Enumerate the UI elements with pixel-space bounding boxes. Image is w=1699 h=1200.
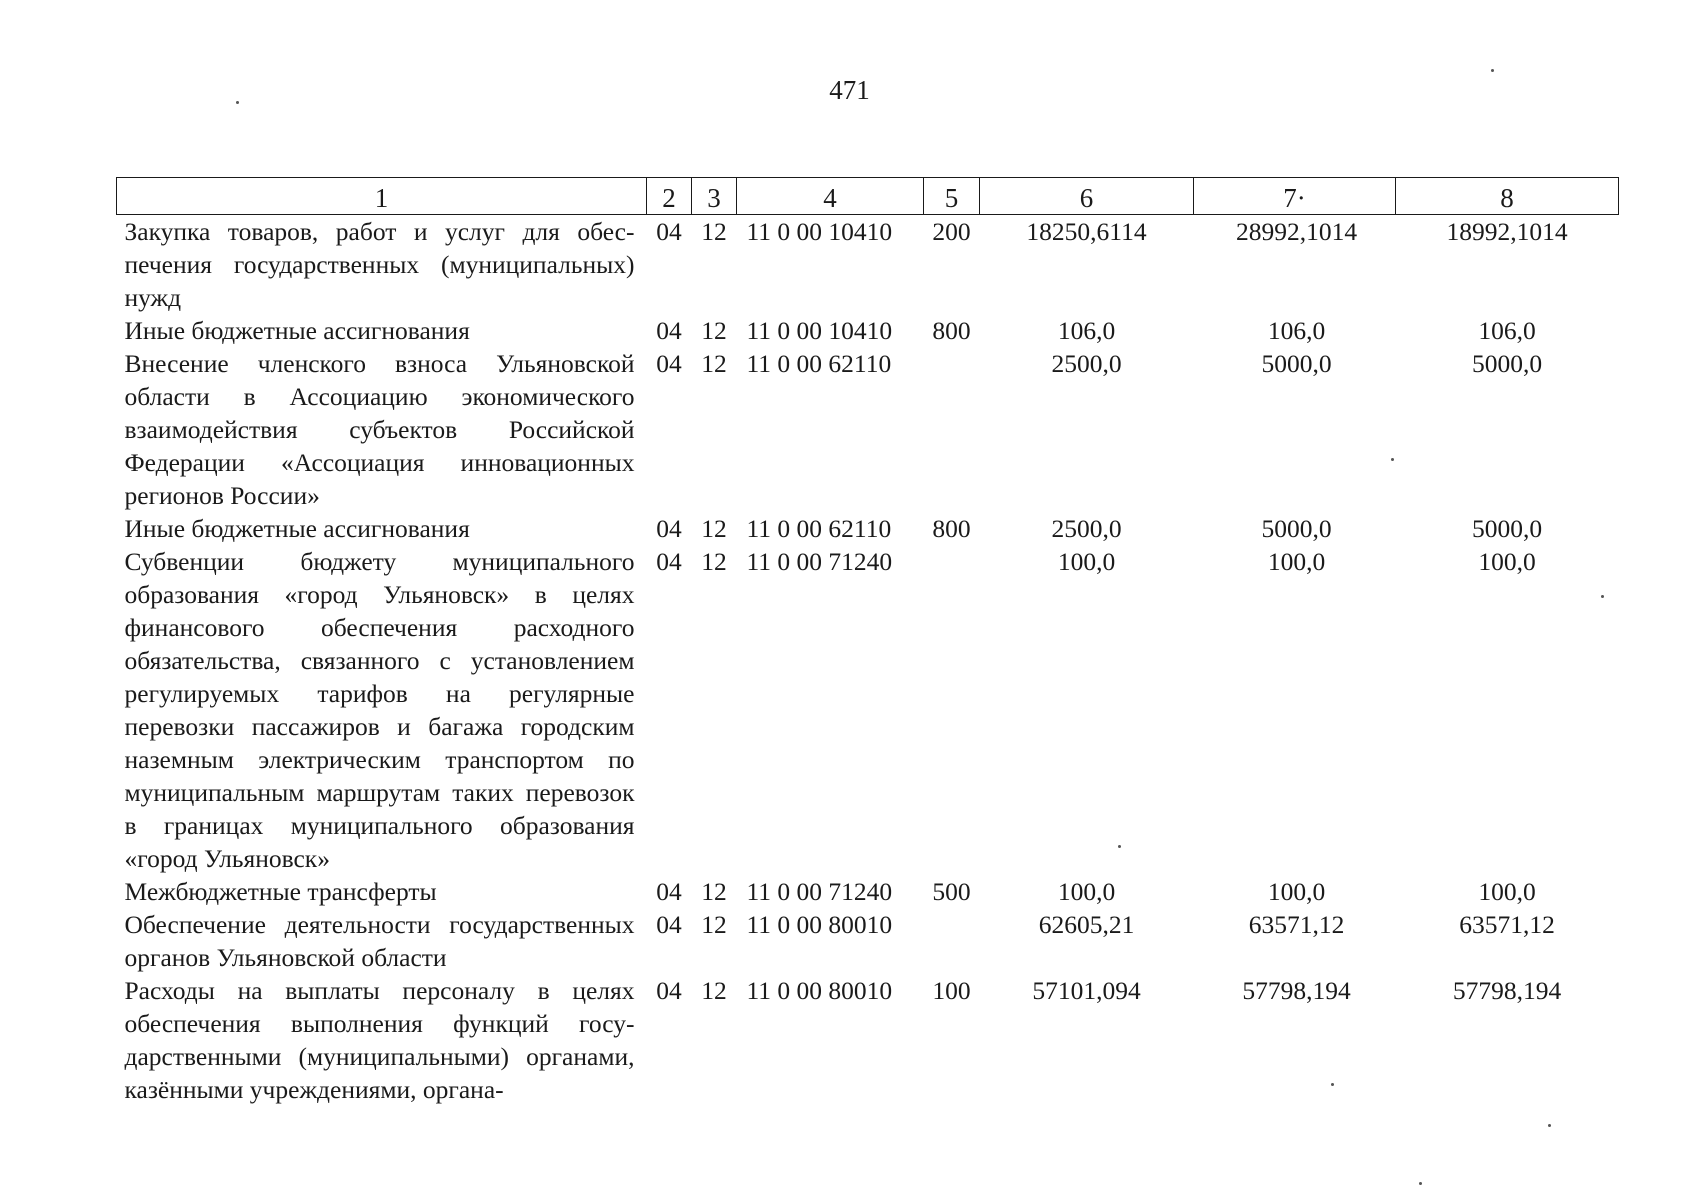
target-article-code: 11 0 00 10410 (746, 316, 893, 345)
item-name: Внесение членского взноса Ульяновской области в Ассоциацию экономического взаимодействия субъектов Российской Федерации «Ассоциация инновационных регионов России» (124, 349, 635, 510)
expense-type-code: 800 (932, 316, 971, 345)
column-header-5: 5 (924, 178, 980, 215)
amount-col-8: 18992,1014 (1446, 217, 1568, 246)
amount-col-6: 100,0 (1057, 877, 1116, 906)
target-article-code: 11 0 00 80010 (746, 976, 893, 1005)
amount-col-6: 57101,094 (1032, 976, 1141, 1005)
item-name: Субвенции бюджету муниципального образования «город Ульяновск» в целях финансового обеспечения расходного обязательства, связанного с установлением регулируемых тарифов на регулярные перевозки пассажиров и багажа городским наземным электрическим транспортом по муниципальным маршрутам таких перевозок в границах муниципального образования «город Ульяновск» (124, 547, 635, 873)
scan-speck (1491, 69, 1494, 72)
column-header-2: 2 (647, 178, 692, 215)
target-article-code: 11 0 00 62110 (746, 349, 892, 378)
table-row (117, 512, 1619, 545)
target-article-code: 11 0 00 10410 (746, 217, 893, 246)
table-body (117, 215, 1619, 1107)
column-header-4: 4 (737, 178, 924, 215)
subsection-code: 12 (701, 547, 727, 576)
table-row (117, 215, 1619, 315)
amount-col-8: 63571,12 (1459, 910, 1555, 939)
scan-speck (1601, 595, 1604, 598)
amount-col-6: 2500,0 (1051, 349, 1122, 378)
scan-speck (1391, 458, 1394, 461)
target-article-code: 11 0 00 80010 (746, 910, 893, 939)
section-code: 04 (656, 976, 682, 1005)
item-name: Межбюджетные трансферты (124, 877, 437, 906)
subsection-code: 12 (701, 349, 727, 378)
scan-speck (1331, 1083, 1334, 1086)
subsection-code: 12 (701, 514, 727, 543)
table-row (117, 908, 1619, 974)
column-header-8: 8 (1396, 178, 1619, 215)
target-article-code: 11 0 00 71240 (746, 547, 893, 576)
amount-col-6: 18250,6114 (1026, 217, 1147, 246)
item-name: Иные бюджетные ассигнования (124, 514, 470, 543)
target-article-code: 11 0 00 62110 (746, 514, 892, 543)
section-code: 04 (656, 349, 682, 378)
scan-speck (236, 101, 239, 104)
amount-col-7: 106,0 (1267, 316, 1326, 345)
table-row (117, 974, 1619, 1106)
item-name: Иные бюджетные ассигнования (124, 316, 470, 345)
amount-col-8: 5000,0 (1471, 514, 1543, 543)
section-code: 04 (656, 910, 682, 939)
amount-col-7: 28992,1014 (1235, 217, 1358, 246)
amount-col-8: 106,0 (1478, 316, 1536, 345)
amount-col-8: 100,0 (1478, 547, 1536, 576)
amount-col-8: 100,0 (1478, 877, 1536, 906)
expense-type-code (924, 908, 980, 974)
section-code: 04 (656, 877, 682, 906)
header-row (117, 178, 1619, 215)
amount-col-6: 2500,0 (1051, 514, 1122, 543)
amount-col-6: 106,0 (1057, 316, 1116, 345)
amount-col-7: 100,0 (1267, 547, 1326, 576)
amount-col-7: 5000,0 (1261, 349, 1332, 378)
amount-col-7: 57798,194 (1242, 976, 1351, 1005)
subsection-code: 12 (701, 877, 727, 906)
scan-speck (1419, 1182, 1422, 1185)
subsection-code: 12 (701, 910, 727, 939)
budget-table (116, 177, 1619, 1106)
table-row (117, 314, 1619, 347)
amount-col-8: 57798,194 (1452, 976, 1562, 1005)
section-code: 04 (656, 316, 682, 345)
budget-table-container (116, 177, 1618, 1106)
expense-type-code: 100 (932, 976, 971, 1005)
table-row (117, 545, 1619, 875)
expense-type-code: 800 (932, 514, 971, 543)
section-code: 04 (656, 217, 682, 246)
amount-col-7: 100,0 (1267, 877, 1326, 906)
subsection-code: 12 (701, 316, 727, 345)
column-header-3: 3 (692, 178, 737, 215)
scan-speck (1548, 1124, 1551, 1127)
page-number: 471 (829, 75, 870, 105)
expense-type-code: 500 (932, 877, 971, 906)
column-header-1: 1 (117, 178, 647, 215)
subsection-code: 12 (701, 217, 727, 246)
section-code: 04 (656, 514, 682, 543)
item-name: Расходы на выплаты персоналу в целях обеспечения выполнения функций государственными (муниципальными) органами, казёнными учреждениями, органа- (124, 976, 635, 1104)
target-article-code: 11 0 00 71240 (746, 877, 893, 906)
subsection-code: 12 (701, 976, 727, 1005)
amount-col-8: 5000,0 (1471, 349, 1543, 378)
amount-col-6: 100,0 (1057, 547, 1116, 576)
amount-col-7: 5000,0 (1261, 514, 1332, 543)
amount-col-7: 63571,12 (1248, 910, 1345, 939)
expense-type-code: 200 (932, 217, 971, 246)
column-header-7: 7· (1194, 178, 1396, 215)
expense-type-code (924, 347, 980, 512)
column-header-6: 6 (980, 178, 1194, 215)
scan-speck (1118, 845, 1121, 848)
table-row (117, 875, 1619, 908)
section-code: 04 (656, 547, 682, 576)
item-name: Закупка товаров, работ и услуг для обеспечения государственных (муниципальных) нужд (124, 217, 635, 312)
amount-col-6: 62605,21 (1038, 910, 1135, 939)
item-name: Обеспечение деятельности государственных органов Ульяновской области (124, 910, 635, 972)
table-row (117, 347, 1619, 512)
expense-type-code (924, 545, 980, 875)
